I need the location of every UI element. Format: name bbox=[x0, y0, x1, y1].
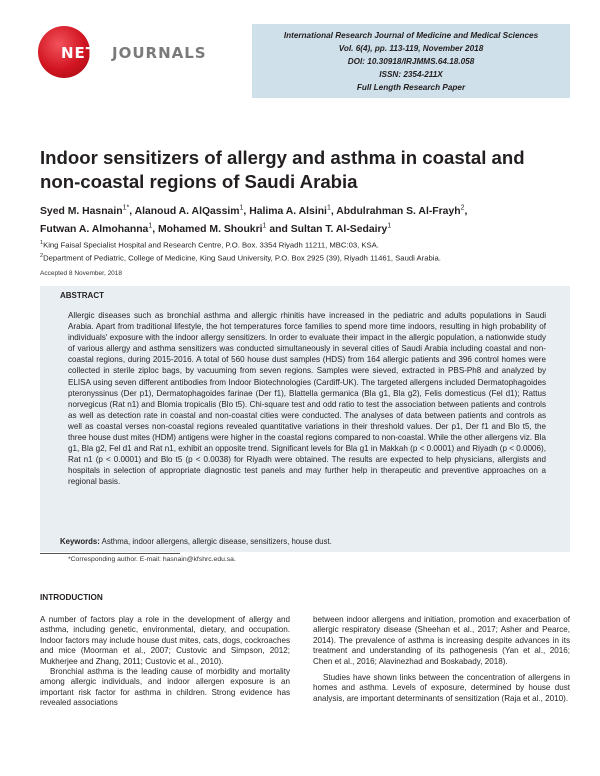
affiliation: $^2$Department of Pediatric, College of Medicine, King Saud University, P.O. Box 2925 (39), Riyadh 11461, Saudi Arabia. bbox=[40, 252, 441, 263]
abstract-text: Allergic diseases such as bronchial asthma and allergic rhinitis have increased in the pediatric and adults populations in Saudi Arabia. Apart from traditional lifestyle, the hot temperatures force families to spend more time indoors, resulting in high probability of individuals' exposure with the indoor allergy sensitizers. In order to evaluate their impact in the allergic population, a nationwide study of various allergy and asthma sensitizers was conducted simultaneously in several cities of Saudi Arabia including coastal and non-coastal regions, during 2015-2016. A total of 560 house dust samples (HDS) from 164 allergic patients and 396 control homes were collected in sterile ziploc bags, by vacuuming from seven regions. Samples were sieved, extracted in PBS-Ph8 and analyzed by ELISA using seven different antibodies from Indoor Biotechnologies (Cardiff-UK). The targeted allergens included Dermatophagoides pteronyssinus (Der p1), Dermatophagoides farinae (Der f1), Blattella germanica (Bla g1, Bla g2), Felis domesticus (Fel d1); Rattus norvegicus (Rat n1) and Blomia tropicalis (Blo t5). Chi-square test and odd ratio to test the association between patients and controls as well as detection rate in coastal and non-coastal cities were conducted. The analyses of data between patients and controls as well as coastal verses non-coastal regions revealed quantitative variations in their threshold values. Der p1, Der f1 and Blo t5, the three house dust mites (HDM) antigens were higher in the coastal regions compared to non-coastal. While the other allergens viz. Bla g1, Bla g2, Fel d1 and Rat n1, exhibit an opposite trend. Significant levels for Bla g1 in Makkah (p < 0.0001) and Riyadh (p < 0.0006), Rat n1 (p < 0.0001) and Blo t5 (p < 0.0038) for Riyadh were obtained. The results are expected to help physicians, allergists and hospitals in selection of appropriate diagnostic test panels and may further help in therapeutic and preventive approaches on a regional basis. bbox=[68, 311, 546, 487]
author: Syed M. Hasnain$^{1*}$, bbox=[40, 205, 133, 218]
journal-volume: Vol. 6(4), pp. 113-119, November 2018 bbox=[338, 44, 484, 53]
footnote-divider bbox=[40, 553, 180, 554]
author-list bbox=[40, 202, 570, 237]
paragraph: A number of factors play a role in the development of allergy and asthma, including genetic, environmental, dietary, and occupation. Indoor factors may include house dust mites, cats, dogs, cockroaches and mice (Moorman et al., 2007; Custovic and Simpson, 2012; Mukherjee and Zhang, 2011; Custovic et al., 2010). bbox=[40, 615, 290, 666]
netjournals-logo bbox=[34, 24, 207, 80]
journal-name: International Research Journal of Medicine and Medical Sciences bbox=[283, 31, 539, 40]
affiliations bbox=[40, 238, 570, 263]
introduction-heading: INTRODUCTION bbox=[40, 593, 103, 602]
keywords-label: Keywords: bbox=[60, 537, 100, 546]
paper-type: Full Length Research Paper bbox=[356, 83, 466, 92]
logo-journals-text: JOURNALS bbox=[112, 44, 207, 62]
author: Mohamed M. Shoukri$^1$ and bbox=[158, 222, 288, 235]
author: Halima A. Alsini$^1$, bbox=[249, 205, 334, 218]
author: Alanoud A. AlQassim$^1$, bbox=[134, 205, 247, 218]
keywords-text: Asthma, indoor allergens, allergic disease, sensitizers, house dust. bbox=[101, 537, 332, 546]
corresponding-author: *Corresponding author. E-mail: hasnain@kfshrc.edu.sa. bbox=[68, 556, 236, 563]
paragraph: Bronchial asthma is the leading cause of morbidity and mortality among allergic individuals, and indoor allergen exposure is an important risk factor for asthma in children. Strong evidence has revealed associations bbox=[40, 667, 290, 708]
intro-column-right bbox=[313, 615, 570, 704]
author: Abdulrahman S. Al-Frayh$^2$, bbox=[336, 205, 468, 218]
author: Futwan A. Almohanna$^1$, bbox=[40, 222, 156, 235]
paragraph: between indoor allergens and initiation, promotion and exacerbation of allergic respiratory disease (Sheehan et al., 2017; Asher and Pearce, 2014). The prevalence of asthma is increasing despite advances in its treatment and understanding of its pathogenesis (Yan et al., 2016; Chen et al., 2016; Alavinezhad and Boskabady, 2018). bbox=[313, 615, 570, 666]
abstract-heading: ABSTRACT bbox=[60, 291, 104, 300]
author: Sultan T. Al-Sedairy$^1$ bbox=[290, 222, 392, 235]
keywords bbox=[60, 537, 550, 546]
logo-net-text: NET bbox=[61, 44, 98, 62]
journal-issn: ISSN: 2354-211X bbox=[379, 70, 443, 79]
affiliation: $^1$King Faisal Specialist Hospital and Research Centre, P.O. Box. 3354 Riyadh 11211, MBC:03, KSA. bbox=[40, 240, 379, 250]
journal-doi: DOI: 10.30918/IRJMMS.64.18.058 bbox=[347, 57, 475, 66]
journal-info-box bbox=[252, 24, 570, 98]
paper-title: Indoor sensitizers of allergy and asthma in coastal and non-coastal regions of Saudi Arabia bbox=[40, 147, 525, 192]
paragraph: Studies have shown links between the concentration of allergens in homes and asthma. Levels of exposure, determined by house dust analysis, are important determinants of sensitization (Raja et al., 2010). bbox=[313, 673, 570, 703]
accepted-date: Accepted 8 November, 2018 bbox=[40, 270, 123, 277]
intro-column-left bbox=[40, 615, 290, 709]
